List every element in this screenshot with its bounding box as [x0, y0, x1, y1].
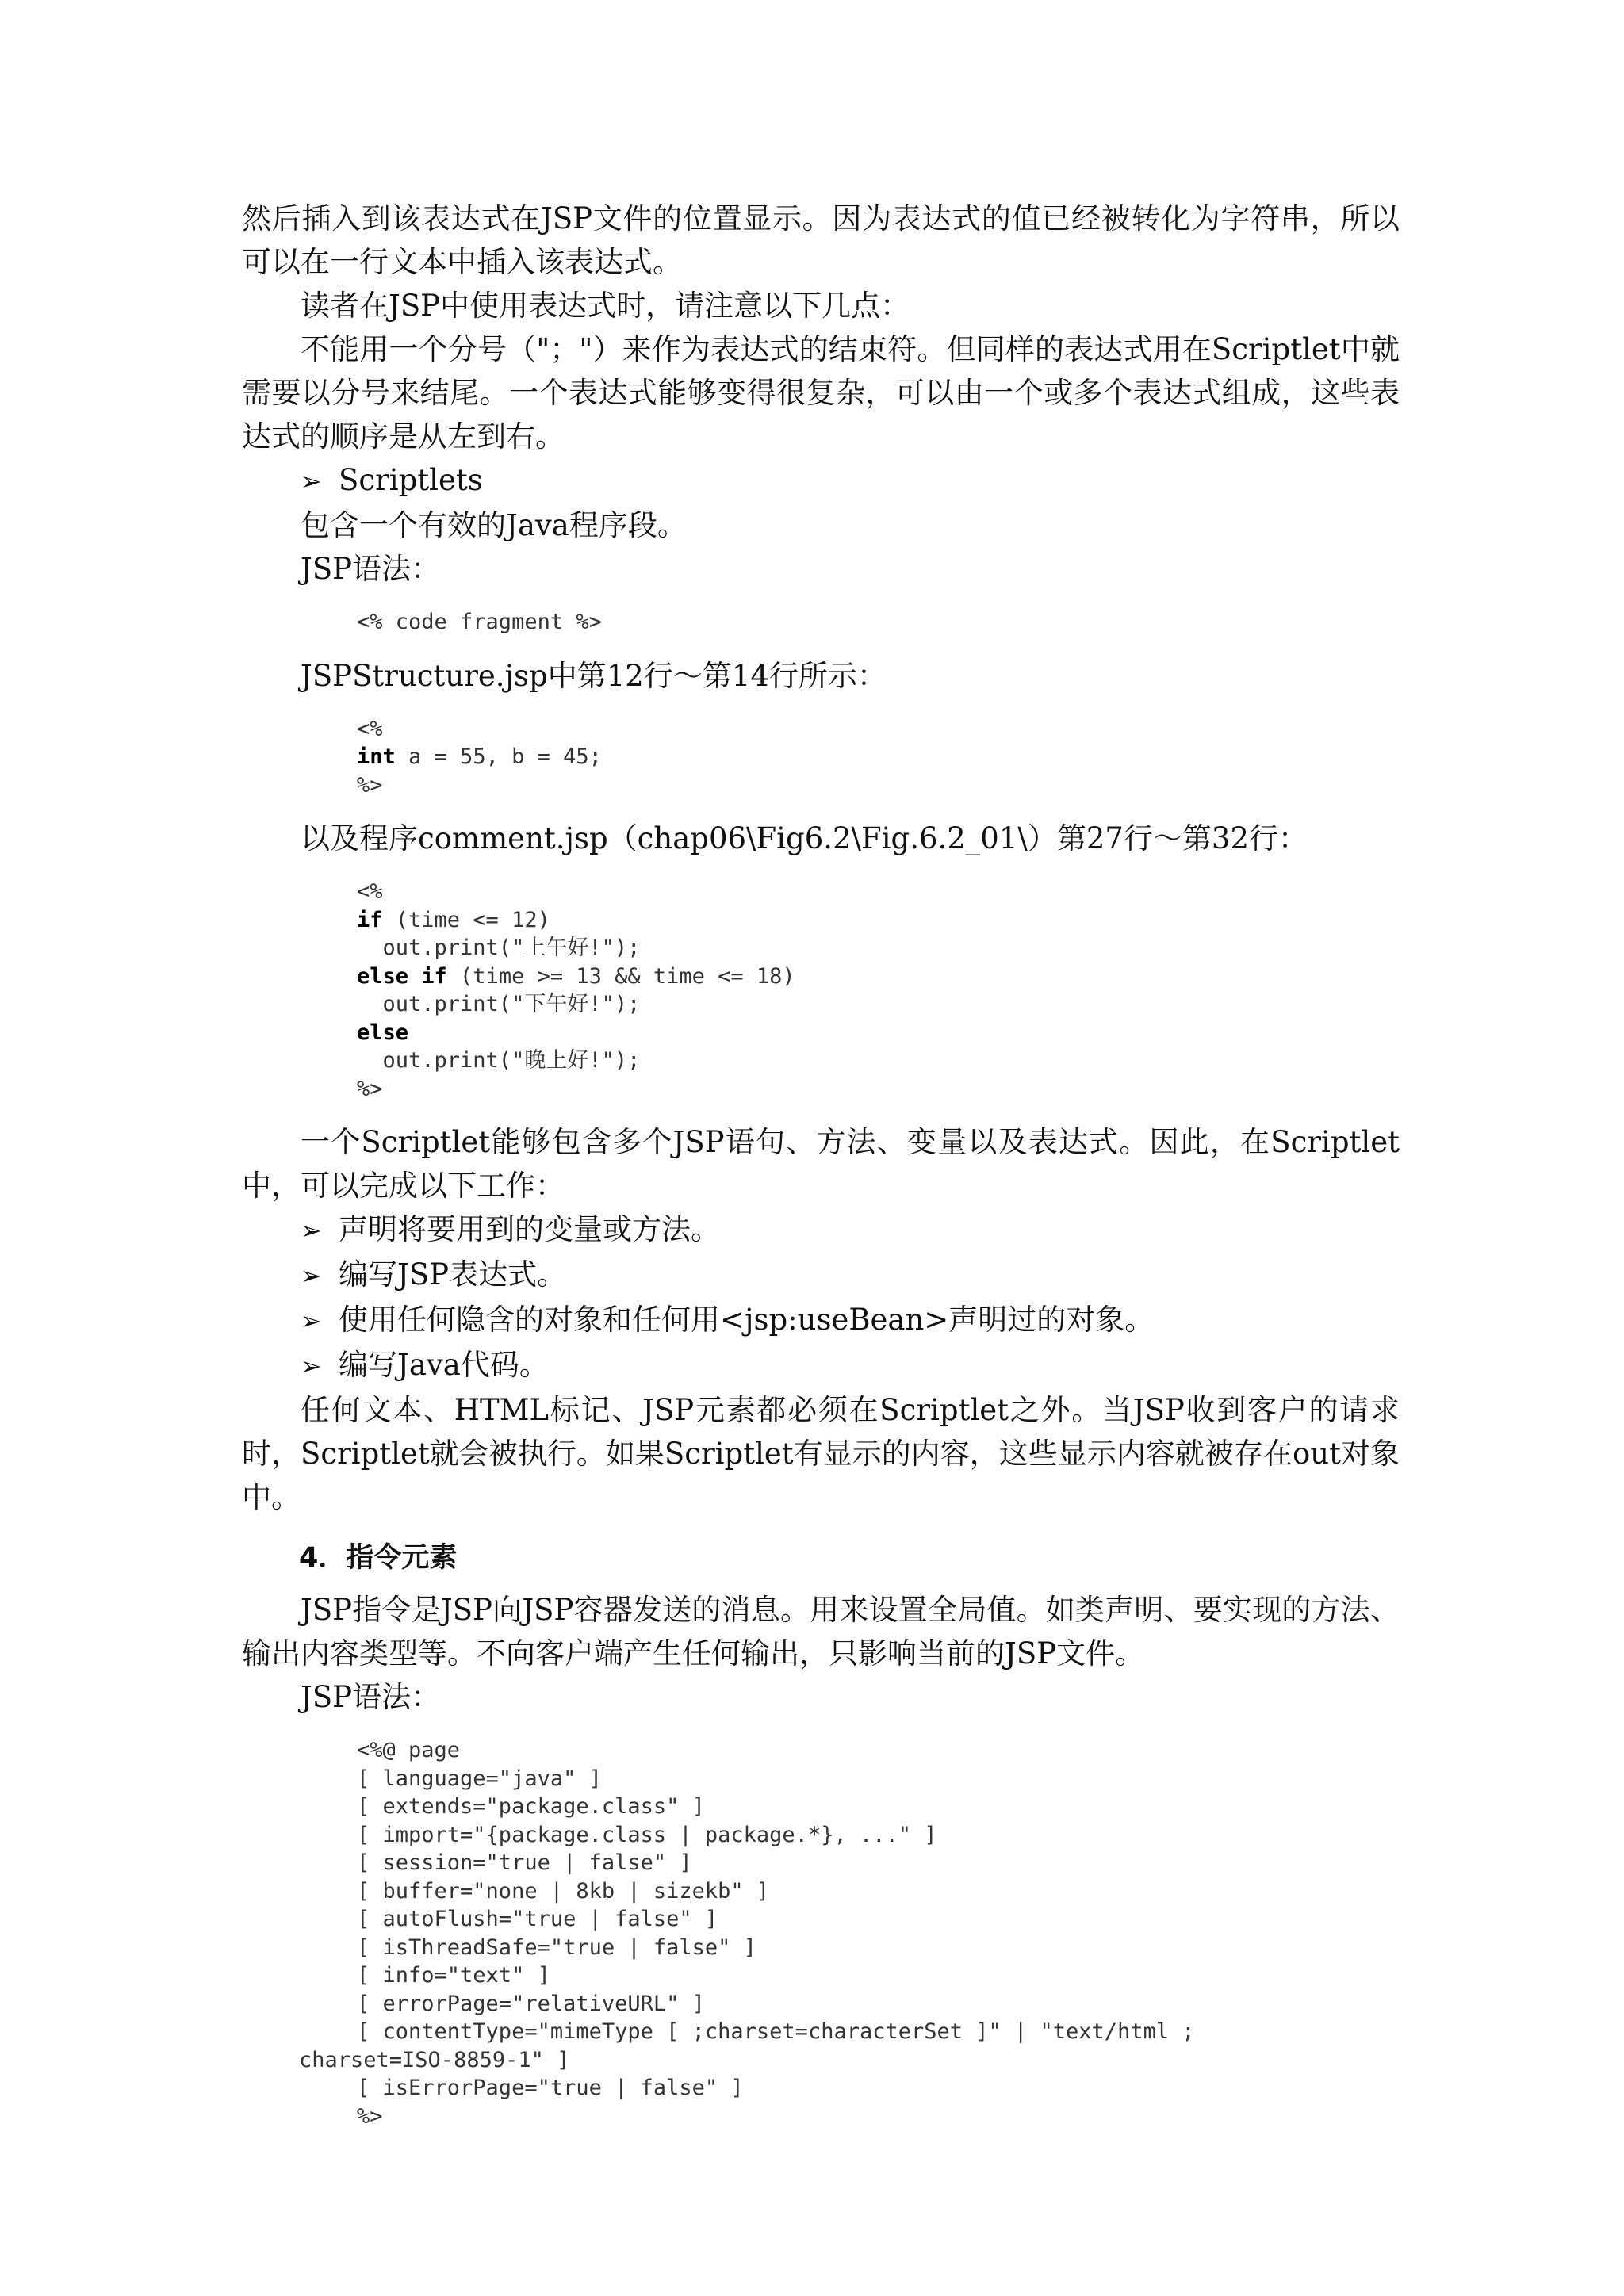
- bullet-text: 声明将要用到的变量或方法。: [339, 1212, 720, 1246]
- paragraph-scriptlet-capabilities: 一个Scriptlet能够包含多个JSP语句、方法、变量以及表达式。因此，在Scriptlet中，可以完成以下工作：: [242, 1125, 1400, 1203]
- code-line: %>: [357, 2103, 383, 2129]
- bullet-text: 编写Java代码。: [339, 1348, 549, 1382]
- code-line: <%: [357, 716, 383, 741]
- paragraph-expression-notes-intro: 读者在JSP中使用表达式时，请注意以下几点：: [301, 289, 910, 323]
- syntax-label: JSP语法：: [301, 1680, 441, 1714]
- code-line: [ import="{package.class | package.*}, ..." ]: [357, 1822, 937, 1847]
- code-block-jspstructure: [242, 715, 1400, 800]
- paragraph-directives-def: JSP指令是JSP向JSP容器发送的消息。用来设置全局值。如类声明、要实现的方法、输出内容类型等。不向客户端产生任何输出，只影响当前的JSP文件。: [242, 1593, 1400, 1670]
- code-line: [ buffer="none | 8kb | sizekb" ]: [357, 1878, 770, 1904]
- bullet-text: 使用任何隐含的对象和任何用<jsp:useBean>声明过的对象。: [339, 1303, 1155, 1337]
- arrow-bullet-icon: ➢: [301, 466, 322, 496]
- section-heading-directives: 4．指令元素: [299, 1542, 458, 1574]
- bullet-scriptlets: [242, 458, 1400, 503]
- bullet-scriptlets-text: Scriptlets: [339, 463, 483, 497]
- code-line: (time <= 12): [382, 907, 550, 932]
- code-line: [ errorPage="relativeURL" ]: [357, 1991, 705, 2016]
- code-line: <%: [357, 879, 383, 904]
- bullet-write-java: [242, 1343, 1400, 1388]
- code-line: [ info="text" ]: [357, 1963, 550, 1988]
- document-page: [242, 197, 1400, 2130]
- code-keyword: int: [357, 744, 396, 769]
- code-line: [ contentType="mimeType [ ;charset=characterSet ]" | "text/html ;: [357, 2019, 1195, 2044]
- bullet-text: 编写JSP表达式。: [339, 1257, 567, 1292]
- code-keyword: else if: [357, 963, 447, 989]
- code-block-page-directive: [242, 1736, 1400, 2046]
- code-line: [ language="java" ]: [357, 1766, 602, 1791]
- code-block-page-directive-wrap: [242, 2046, 1400, 2075]
- code-line: [ autoFlush="true | false" ]: [357, 1907, 718, 1931]
- code-line: [ isThreadSafe="true | false" ]: [357, 1934, 756, 1960]
- code-line: (time >= 13 && time <= 18): [446, 963, 795, 989]
- paragraph-jspstructure-ref: JSPStructure.jsp中第12行～第14行所示：: [301, 658, 887, 693]
- code-line: out.print("晚上好!");: [357, 1048, 641, 1073]
- syntax-label: JSP语法：: [301, 552, 441, 586]
- paragraph-semicolon-rule: 不能用一个分号（"；"）来作为表达式的结束符。但同样的表达式用在Scriptlet中就需要以分号来结尾。一个表达式能够变得很复杂，可以由一个或多个表达式组成，这些表达式的顺序是从左到右。: [242, 332, 1400, 453]
- arrow-bullet-icon: ➢: [301, 1306, 322, 1336]
- paragraph-expression-display: 然后插入到该表达式在JSP文件的位置显示。因为表达式的值已经被转化为字符串，所以可以在一行文本中插入该表达式。: [242, 201, 1400, 279]
- paragraph-scriptlet-execution: 任何文本、HTML标记、JSP元素都必须在Scriptlet之外。当JSP收到客户的请求时，Scriptlet就会被执行。如果Scriptlet有显示的内容，这些显示内容就被存在out对象中。: [242, 1393, 1400, 1514]
- code-line: %>: [357, 772, 383, 798]
- bullet-implicit-objects: [242, 1298, 1400, 1343]
- code-line: [ extends="package.class" ]: [357, 1794, 705, 1819]
- bullet-write-expressions: [242, 1253, 1400, 1298]
- bullet-declare-vars: [242, 1207, 1400, 1253]
- code-block-page-directive-tail: [242, 2074, 1400, 2130]
- code-keyword: else: [357, 1020, 409, 1045]
- code-line: out.print("上午好!");: [357, 936, 641, 960]
- code-block-comment-jsp: [242, 878, 1400, 1103]
- arrow-bullet-icon: ➢: [301, 1215, 322, 1246]
- code-line: [ session="true | false" ]: [357, 1850, 692, 1875]
- code-block-scriptlet-syntax: [242, 608, 1400, 637]
- arrow-bullet-icon: ➢: [301, 1261, 322, 1291]
- code-line: <%@ page: [357, 1738, 461, 1762]
- code-line: [ isErrorPage="true | false" ]: [357, 2076, 744, 2100]
- paragraph-scriptlet-def: 包含一个有效的Java程序段。: [301, 508, 687, 542]
- code-line: out.print("下午好!");: [357, 992, 641, 1016]
- arrow-bullet-icon: ➢: [301, 1351, 322, 1381]
- code-line: <% code fragment %>: [357, 610, 602, 634]
- paragraph-comment-jsp-ref: 以及程序comment.jsp（chap06\Fig6.2\Fig.6.2_01\）第27行～第32行：: [301, 821, 1308, 855]
- code-line: charset=ISO-8859-1" ]: [299, 2047, 570, 2072]
- code-line: %>: [357, 1076, 383, 1101]
- code-keyword: if: [357, 907, 383, 932]
- code-line: a = 55, b = 45;: [395, 744, 602, 769]
